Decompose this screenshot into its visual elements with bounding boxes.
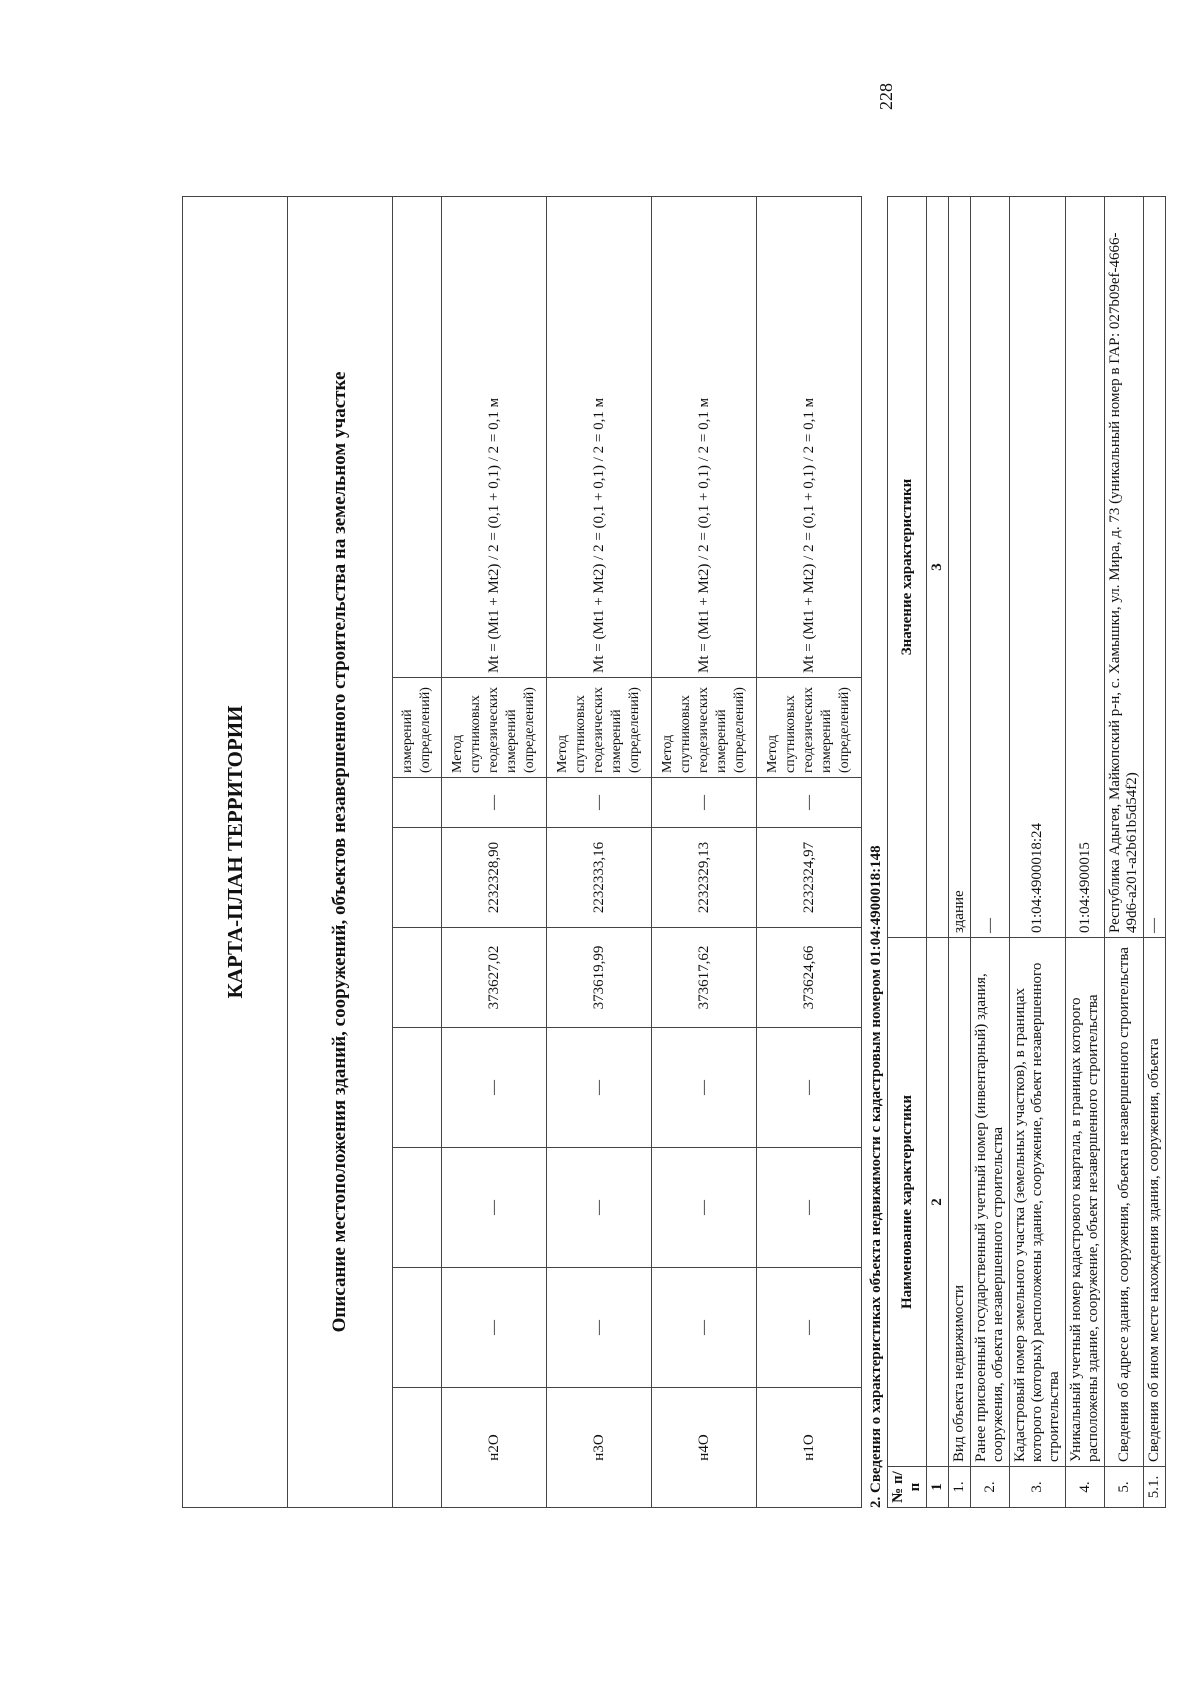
formula-cell: Mt = (Mt1 + Mt2) / 2 = (0,1 + 0,1) / 2 = 0,1 м [757, 197, 862, 678]
cell: — [547, 1148, 652, 1268]
formula-cell: Mt = (Mt1 + Mt2) / 2 = (0,1 + 0,1) / 2 = 0,1 м [652, 197, 757, 678]
page-number: 228 [876, 83, 896, 110]
table-row [757, 197, 862, 1508]
row-value: — [971, 197, 1010, 938]
table-row [442, 197, 547, 1508]
row-value: — [1144, 197, 1166, 938]
col-header-number: № п/п [888, 1467, 927, 1508]
point-id: н4О [652, 1388, 757, 1508]
formula-cell: Mt = (Mt1 + Mt2) / 2 = (0,1 + 0,1) / 2 = 0,1 м [547, 197, 652, 678]
cell: — [442, 1148, 547, 1268]
x-coordinate: 373617,62 [652, 928, 757, 1028]
table-number-row [927, 197, 949, 1508]
cell: — [442, 1028, 547, 1148]
cell: — [547, 1028, 652, 1148]
cell: — [547, 1268, 652, 1388]
cell: — [652, 1028, 757, 1148]
row-value: 01:04:4900018:24 [1010, 197, 1066, 938]
measure-cell: измерений (определений) [393, 678, 442, 778]
x-coordinate: 373624,66 [757, 928, 862, 1028]
y-coordinate: 2232333,16 [547, 828, 652, 928]
x-coordinate: 373619,99 [547, 928, 652, 1028]
col-header-value: Значение характеристики [888, 197, 927, 938]
map-title: КАРТА-ПЛАН ТЕРРИТОРИИ [183, 197, 288, 1508]
cell: — [652, 1148, 757, 1268]
table-row [1144, 197, 1166, 1508]
cell: — [547, 778, 652, 828]
row-number: 5. [1105, 1467, 1144, 1508]
table-row [393, 197, 442, 1508]
row-number: 1. [949, 1467, 971, 1508]
formula-cell: Mt = (Mt1 + Mt2) / 2 = (0,1 + 0,1) / 2 = 0,1 м [442, 197, 547, 678]
cell: — [652, 778, 757, 828]
method-cell: Метод спутниковых геодезических измерений (определений) [652, 678, 757, 778]
cell: — [652, 1268, 757, 1388]
table-row [1105, 197, 1144, 1508]
row-name: Вид объекта недвижимости [949, 938, 971, 1467]
section-subtitle: Описание местоположения зданий, сооружений, объектов незавершенного строительства на земельном участке [288, 197, 393, 1508]
row-value: 01:04:4900015 [1066, 197, 1105, 938]
method-cell: Метод спутниковых геодезических измерений (определений) [757, 678, 862, 778]
point-id: н1О [757, 1388, 862, 1508]
row-name: Ранее присвоенный государственный учетный номер (инвентарный) здания, сооружения, объекта незавершенного строительства [971, 938, 1010, 1467]
rotated-sheet [182, 196, 1162, 1508]
cell: — [757, 1028, 862, 1148]
y-coordinate: 2232329,13 [652, 828, 757, 928]
point-id: н3О [547, 1388, 652, 1508]
row-value: Республика Адыгея, Майкопский р-н, с. Хамышки, ул. Мира, д. 73 (уникальный номер в ГАР: 027b09ef-4666-49d6-a201-a2b61b5d54f2) [1105, 197, 1144, 938]
table-row [1010, 197, 1066, 1508]
cell: — [757, 1268, 862, 1388]
characteristics-table [887, 196, 1166, 1508]
table-row [1066, 197, 1105, 1508]
row-name: Сведения об адресе здания, сооружения, объекта незавершенного строительства [1105, 938, 1144, 1467]
col-number: 2 [927, 938, 949, 1467]
row-number: 5.1. [1144, 1467, 1166, 1508]
section-2-heading [862, 196, 887, 1508]
row-name: Кадастровый номер земельного участка (земельных участков), в границах которого (которых) расположены здание, сооружение, объект незавершенного строительства [1010, 938, 1066, 1467]
col-number: 3 [927, 197, 949, 938]
y-coordinate: 2232328,90 [442, 828, 547, 928]
table-row [547, 197, 652, 1508]
row-value: здание [949, 197, 971, 938]
cadastral-number: 01:04:4900018:148 [868, 845, 884, 966]
cell: — [442, 778, 547, 828]
coordinates-table [182, 196, 862, 1508]
table-row [949, 197, 971, 1508]
method-cell: Метод спутниковых геодезических измерений (определений) [547, 678, 652, 778]
row-number: 3. [1010, 1467, 1066, 1508]
point-id: н2О [442, 1388, 547, 1508]
table-row [971, 197, 1010, 1508]
method-cell: Метод спутниковых геодезических измерений (определений) [442, 678, 547, 778]
row-number: 4. [1066, 1467, 1105, 1508]
table-header-row [888, 197, 927, 1508]
cell: — [442, 1268, 547, 1388]
y-coordinate: 2232324,97 [757, 828, 862, 928]
row-name: Уникальный учетный номер кадастрового квартала, в границах которого расположены здание, сооружение, объект незавершенного строительства [1066, 938, 1105, 1467]
x-coordinate: 373627,02 [442, 928, 547, 1028]
col-header-name: Наименование характеристики [888, 938, 927, 1467]
section-2-title: 2. Сведения о характеристиках объекта недвижимости с кадастровым номером [868, 969, 884, 1508]
col-number: 1 [927, 1467, 949, 1508]
cell: — [757, 778, 862, 828]
table-row [652, 197, 757, 1508]
row-number: 2. [971, 1467, 1010, 1508]
cell: — [757, 1148, 862, 1268]
row-name: Сведения об ином месте нахождения здания, сооружения, объекта [1144, 938, 1166, 1467]
